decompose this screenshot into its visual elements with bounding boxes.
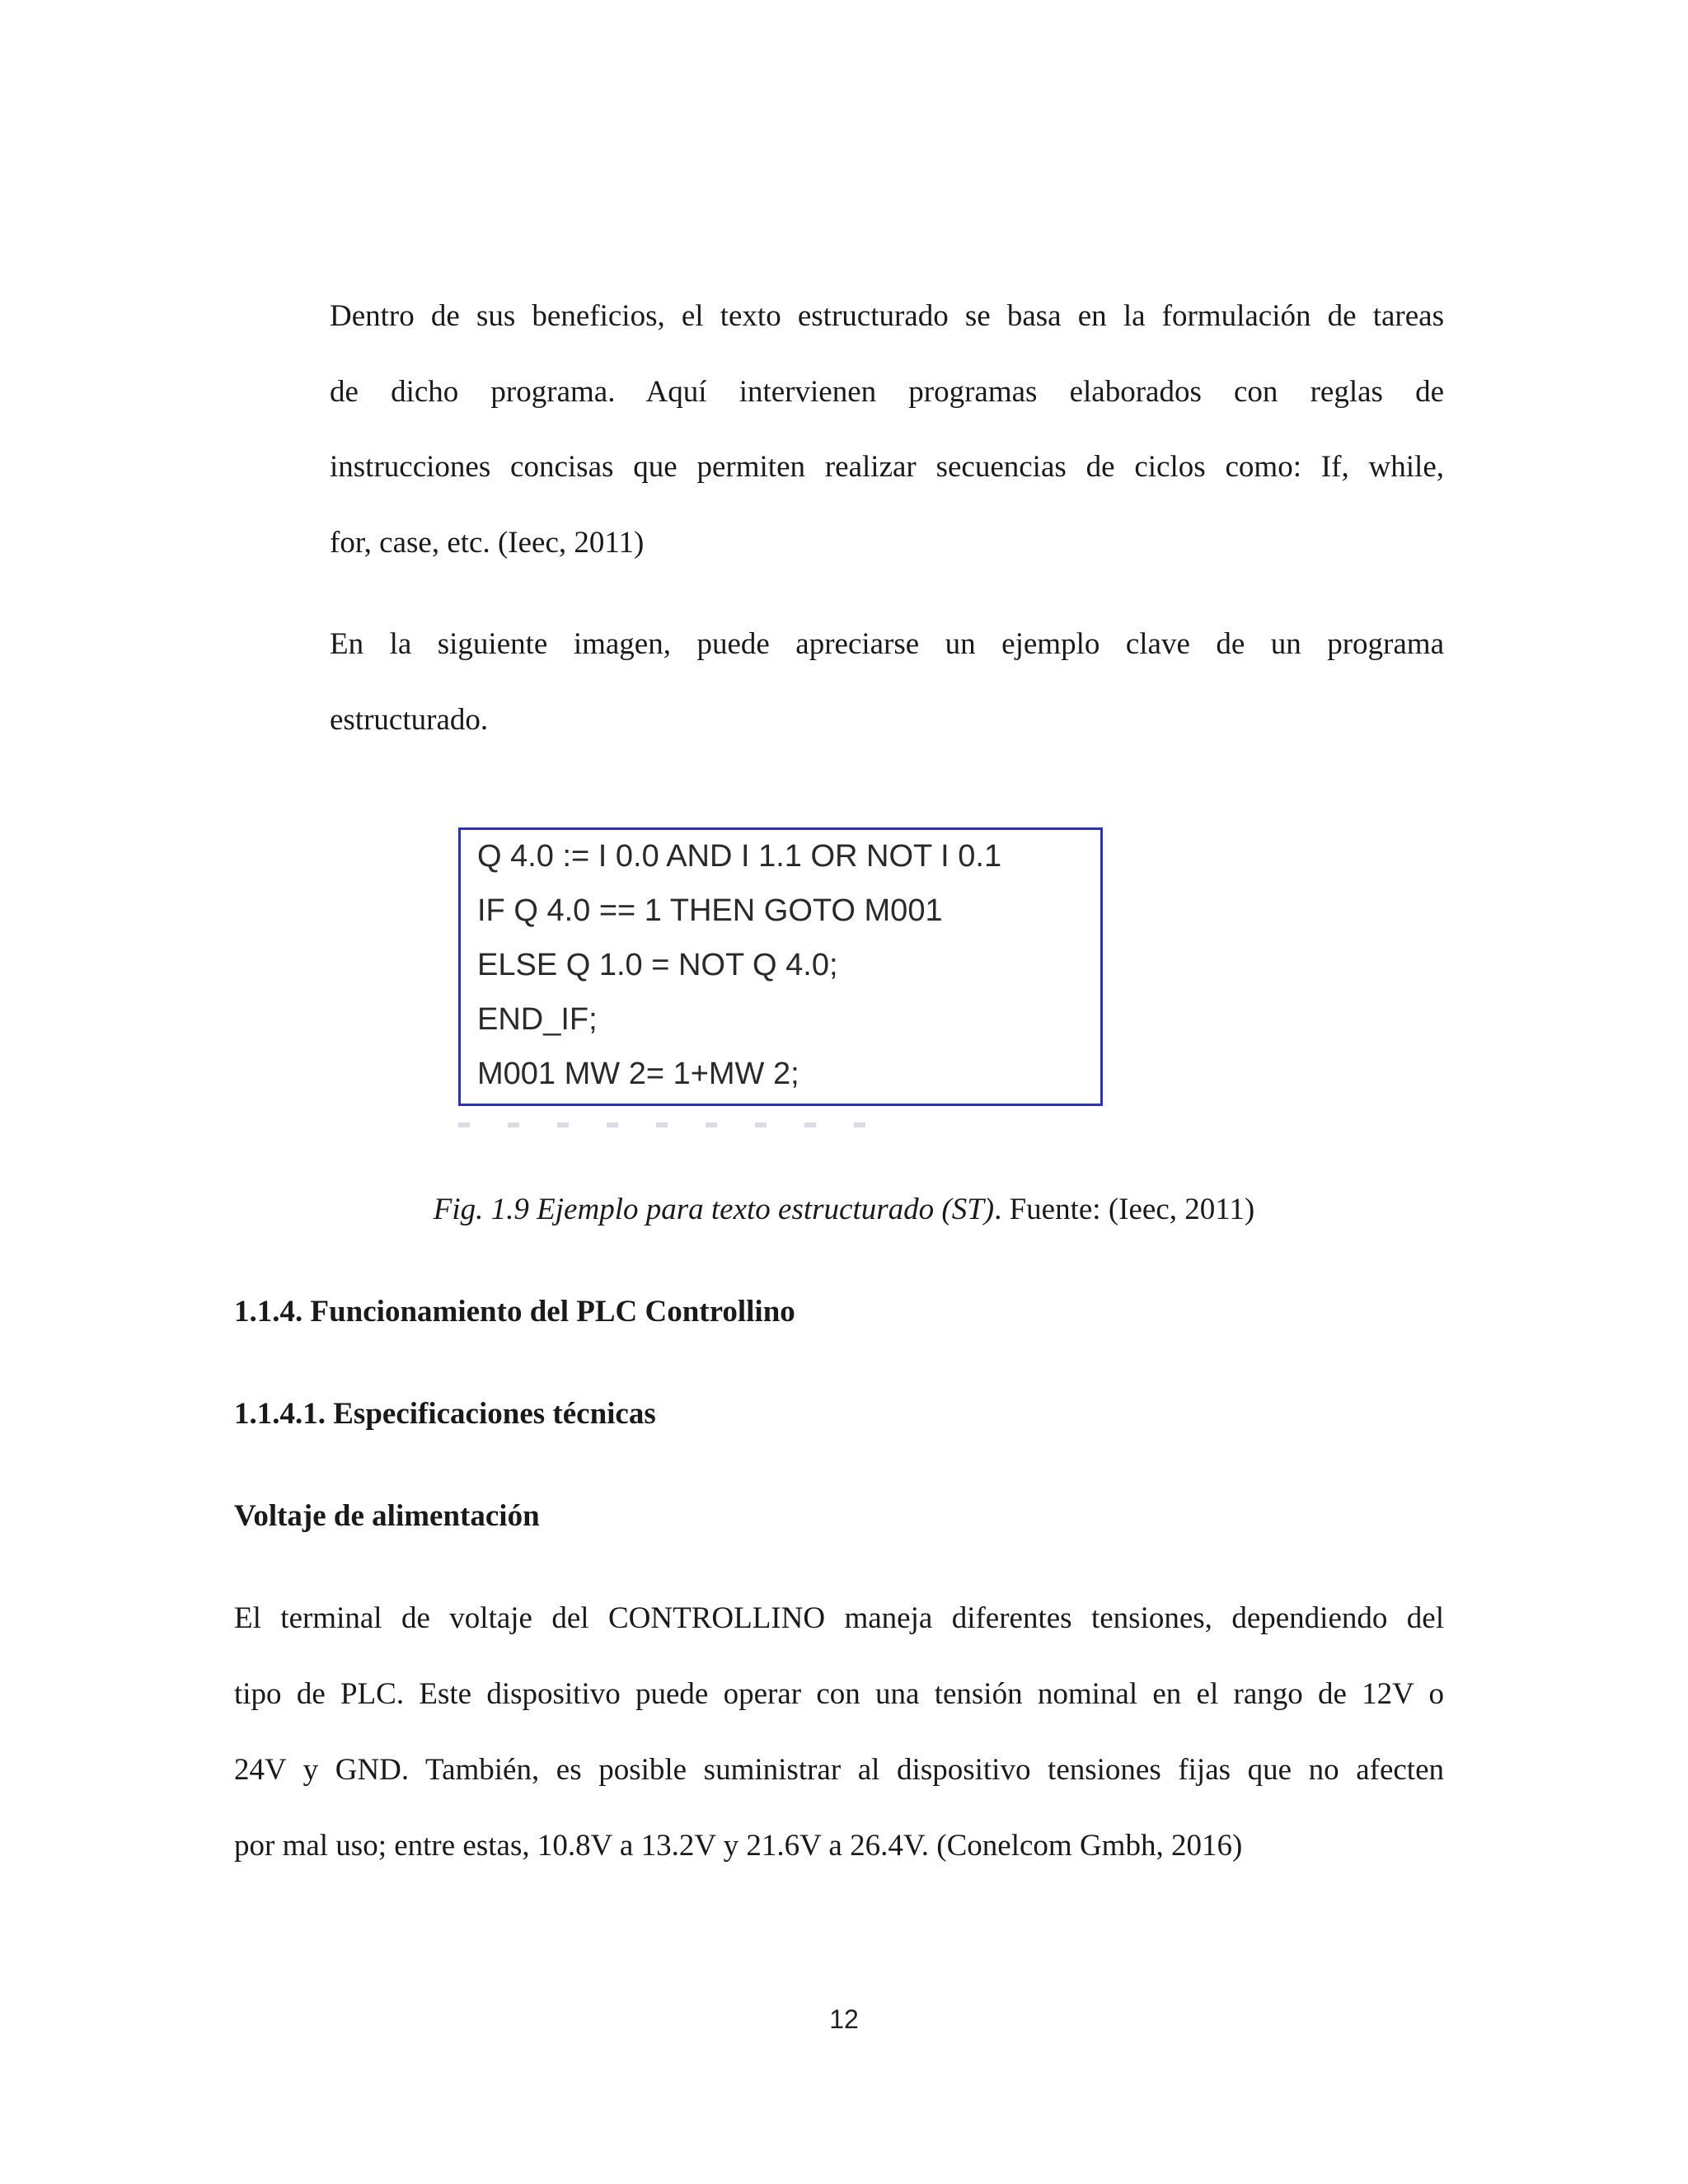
code-line-1: Q 4.0 := I 0.0 AND I 1.1 OR NOT I 0.1 bbox=[477, 839, 1002, 874]
paragraph-2-line-2: estructurado. bbox=[330, 703, 489, 737]
figure-crop-artifact bbox=[458, 1122, 903, 1127]
code-line-5: M001 MW 2= 1+MW 2; bbox=[477, 1057, 799, 1091]
paragraph-1-line-1: Dentro de sus beneficios, el texto estructurado se basa en la formulación de tareas bbox=[330, 299, 1444, 333]
subsection-heading: 1.1.4.1. Especificaciones técnicas bbox=[234, 1397, 656, 1431]
paragraph-3-line-4: por mal uso; entre estas, 10.8V a 13.2V y 21.6V a 26.4V. (Conelcom Gmbh, 2016) bbox=[234, 1829, 1243, 1863]
subheading-voltaje: Voltaje de alimentación bbox=[234, 1499, 540, 1533]
code-line-2: IF Q 4.0 == 1 THEN GOTO M001 bbox=[477, 893, 943, 928]
paragraph-3-line-2: tipo de PLC. Este dispositivo puede operar con una tensión nominal en el rango de 12V o bbox=[234, 1677, 1444, 1711]
caption-italic: Fig. 1.9 Ejemplo para texto estructurado (ST) bbox=[433, 1193, 995, 1226]
page-number: 12 bbox=[829, 2004, 859, 2034]
code-figure bbox=[458, 827, 1103, 1106]
section-heading: 1.1.4. Funcionamiento del PLC Controllino bbox=[234, 1295, 795, 1329]
code-line-4: END_IF; bbox=[477, 1002, 598, 1037]
caption-source: . Fuente: (Ieec, 2011) bbox=[994, 1193, 1255, 1226]
code-line-3: ELSE Q 1.0 = NOT Q 4.0; bbox=[477, 948, 838, 982]
paragraph-1-line-3: instrucciones concisas que permiten realizar secuencias de ciclos como: If, while, bbox=[330, 450, 1444, 484]
paragraph-1-line-2: de dicho programa. Aquí intervienen programas elaborados con reglas de bbox=[330, 375, 1444, 409]
paragraph-3-line-3: 24V y GND. También, es posible suministrar al dispositivo tensiones fijas que no afecten bbox=[234, 1753, 1444, 1787]
figure-caption bbox=[0, 1192, 1688, 1228]
paragraph-3-line-1: El terminal de voltaje del CONTROLLINO maneja diferentes tensiones, dependiendo del bbox=[234, 1601, 1444, 1635]
paragraph-2-line-1: En la siguiente imagen, puede apreciarse un ejemplo clave de un programa bbox=[330, 627, 1444, 661]
paragraph-1-line-4: for, case, etc. (Ieec, 2011) bbox=[330, 526, 645, 560]
